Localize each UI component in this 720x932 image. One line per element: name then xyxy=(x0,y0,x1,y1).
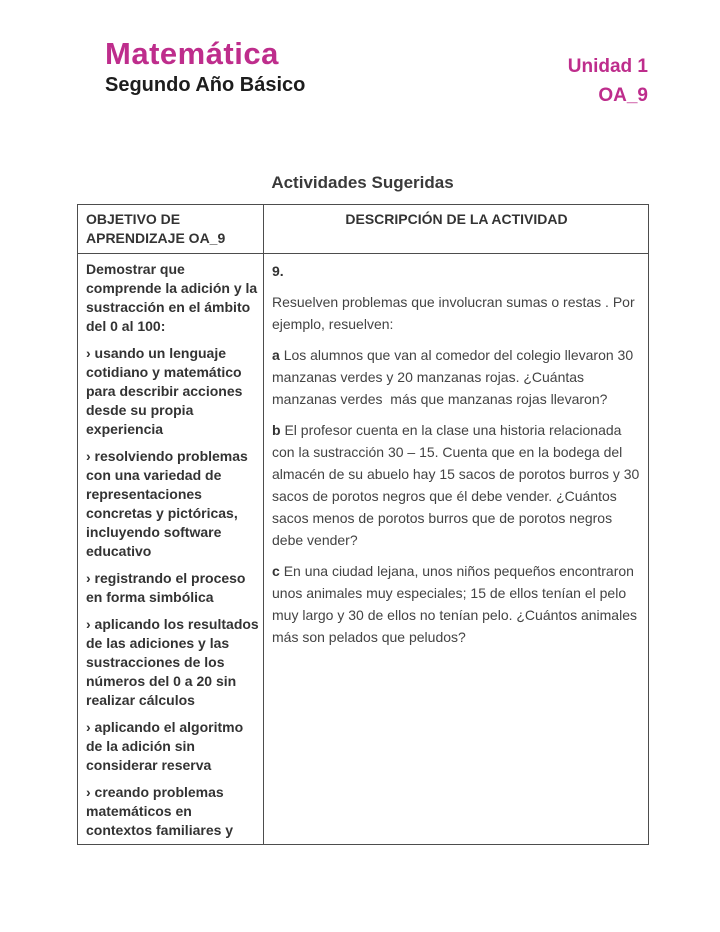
activity-item-c xyxy=(272,560,642,648)
objective-bullet: › creando problemas matemáticos en contextos familiares y xyxy=(86,784,234,838)
column-header-objective: OBJETIVO DE APRENDIZAJE OA_9 xyxy=(78,205,264,254)
document-page xyxy=(77,0,648,845)
activity-number: 9. xyxy=(272,263,284,279)
unit-label: Unidad 1 xyxy=(567,56,648,77)
activity-item-b xyxy=(272,419,642,551)
column-header-description: DESCRIPCIÓN DE LA ACTIVIDAD xyxy=(264,205,649,254)
activity-item-a xyxy=(272,344,642,410)
activity-intro: Resuelven problemas que involucran sumas o restas . Por ejemplo, resuelven: xyxy=(272,294,639,332)
objective-bullet: › registrando el proceso en forma simbólica xyxy=(86,570,250,605)
table-header-row xyxy=(78,205,649,254)
activity-item-label: a xyxy=(272,347,280,363)
activity-item-text: El profesor cuenta en la clase una historia relacionada con la sustracción 30 – 15. Cuenta que en la bodega del almacén de su abuelo hay 15 sacos de porotos burros y 30 sacos de porotos negros que él debe vender. ¿Cuántos sacos menos de porotos burros que de porotos negros debe vender? xyxy=(272,422,644,548)
header-left xyxy=(77,36,305,98)
header-right xyxy=(568,52,648,110)
activity-item-label: c xyxy=(272,563,280,579)
document-header xyxy=(77,36,648,110)
activity-item-label: b xyxy=(272,422,281,438)
objective-bullet: › resolviendo problemas con una variedad de representaciones concretas y pictóricas, incluyendo software educativo xyxy=(86,448,252,559)
objective-intro: Demostrar que comprende la adición y la sustracción en el ámbito del 0 al 100: xyxy=(86,261,262,334)
activity-item-text: Los alumnos que van al comedor del colegio llevaron 30 manzanas verdes y 20 manzanas rojas. ¿Cuántas manzanas verdes más que manzanas rojas llevaron? xyxy=(272,347,638,407)
objective-cell xyxy=(78,254,264,845)
oa-label: OA_9 xyxy=(598,85,648,106)
objective-bullet: › aplicando el algoritmo de la adición sin considerar reserva xyxy=(86,719,248,773)
objective-bullet: › aplicando los resultados de las adiciones y las sustracciones de los números del 0 a 20 sin realizar cálculos xyxy=(86,616,263,708)
section-title: Actividades Sugeridas xyxy=(271,173,454,192)
page-subtitle: Segundo Año Básico xyxy=(105,74,306,96)
objective-bullet: › usando un lenguaje cotidiano y matemático para describir acciones desde su propia experiencia xyxy=(86,345,247,437)
activity-item-text: En una ciudad lejana, unos niños pequeños encontraron unos animales muy especiales; 15 de ellos tenían el pelo muy largo y 30 de ellos no tenían pelo. ¿Cuántos animales más son pelados que peludos? xyxy=(272,563,641,645)
activities-table xyxy=(77,204,649,845)
page-title: Matemática xyxy=(105,36,279,71)
activity-cell xyxy=(264,254,649,845)
table-body-row xyxy=(78,254,649,845)
